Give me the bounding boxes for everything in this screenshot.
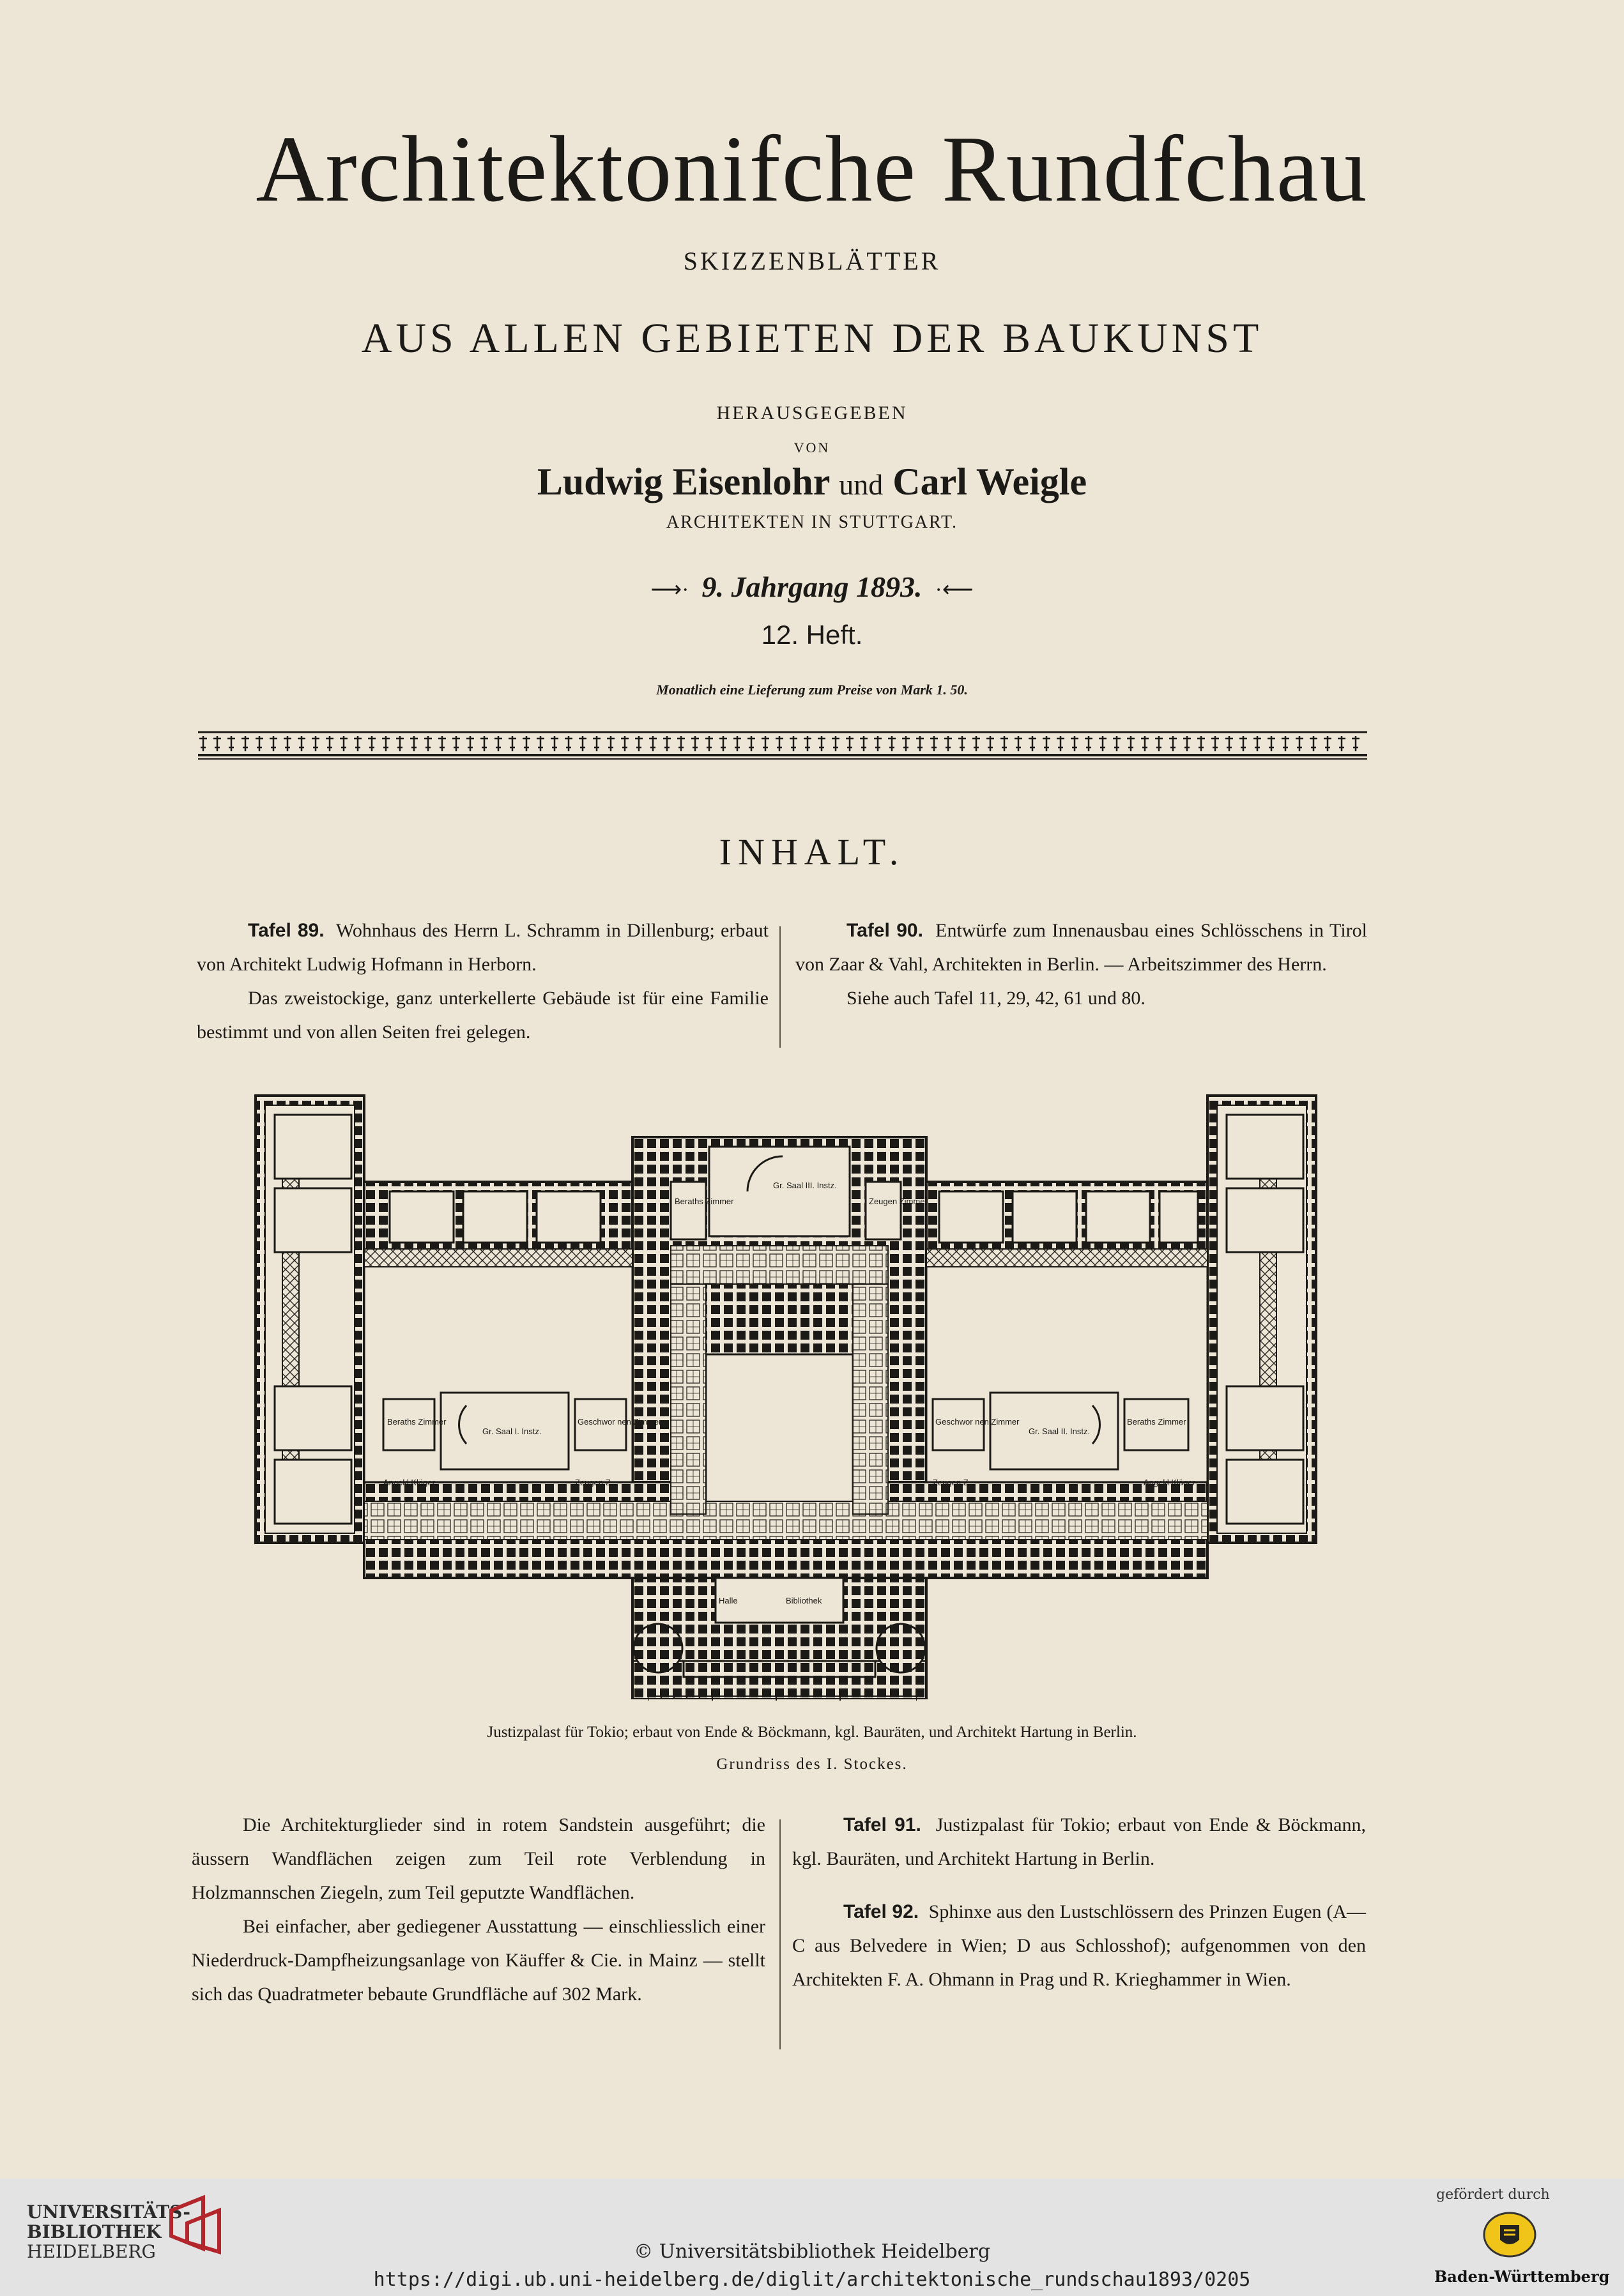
border-motif	[523, 736, 530, 751]
label-bibliothek: Bibliothek	[786, 1596, 822, 1605]
copyright-line: © Universitätsbibliothek Heidelberg	[634, 2240, 990, 2263]
border-motif	[621, 736, 629, 751]
lower-right-column	[792, 1808, 1366, 1996]
border-motif	[733, 736, 741, 751]
tafel-89-paragraph-2: Das zweistockige, ganz unterkellerte Gebäude ist für eine Familie bestimmt und von allen Seiten frei gelegen.	[197, 988, 769, 1043]
border-motif	[1057, 736, 1064, 751]
label-beraths-left: Beraths Zimmer	[387, 1417, 447, 1427]
label-geschwor-right: Geschwor nen Zimmer	[935, 1417, 1020, 1427]
border-motif	[691, 736, 699, 751]
border-motif	[1296, 736, 1303, 751]
border-motif	[579, 736, 586, 751]
border-motif	[340, 736, 348, 751]
lower-left-paragraph-2: Bei einfacher, aber gediegener Ausstattung — einschliesslich einer Niederdruck-Dampfheizungsanlage von Käuffer & Cie. in Mainz — stellt sich das Quadratmeter bebaute Grundfläche auf 302 Mark.	[192, 1916, 765, 2005]
und-word: und	[839, 468, 884, 501]
border-motif	[832, 736, 839, 751]
bw-coat-of-arms-icon	[1481, 2209, 1538, 2260]
heft-line: 12. Heft.	[761, 620, 863, 650]
column-divider-bottom	[779, 1819, 781, 2049]
border-motif	[410, 736, 418, 751]
lower-left-column	[192, 1808, 765, 2011]
label-zeugen-left: Zeugen Z.	[575, 1478, 613, 1487]
label-beraths-top: Beraths Zimmer	[675, 1197, 734, 1206]
subtitle-skizzenblaetter: SKIZZENBLÄTTER	[683, 247, 941, 275]
border-motif	[593, 736, 601, 751]
border-motif	[916, 736, 924, 751]
border-motif	[298, 736, 305, 751]
border-motif	[537, 736, 544, 751]
border-motif	[747, 736, 755, 751]
tafel-90-text: Entwürfe zum Innenausbau eines Schlösschens in Tirol von Zaar & Vahl, Architekten in Berlin. — Arbeitszimmer des Herrn.	[795, 920, 1367, 975]
border-motif	[551, 736, 558, 751]
border-motif	[1071, 736, 1078, 751]
bw-label: Baden-Württemberg	[1434, 2267, 1610, 2286]
column-divider-top	[779, 926, 781, 1048]
border-motif	[790, 736, 797, 751]
border-motif	[312, 736, 319, 751]
jahrgang-line	[0, 570, 1624, 604]
tafel-90-label: Tafel 90.	[846, 920, 923, 941]
border-motif	[776, 736, 783, 751]
border-motif	[860, 736, 868, 751]
border-motif	[705, 736, 713, 751]
border-motif	[1197, 736, 1205, 751]
border-motif	[438, 736, 446, 751]
border-motif	[368, 736, 376, 751]
border-motif	[1127, 736, 1135, 751]
border-motif	[677, 736, 685, 751]
border-motif	[452, 736, 460, 751]
tafel-89-text: Wohnhaus des Herrn L. Schramm in Dillenburg; erbaut von Architekt Ludwig Hofmann in Herborn.	[197, 920, 769, 975]
floor-plan	[236, 1086, 1322, 1699]
scale-bar	[648, 1687, 917, 1706]
border-motif	[762, 736, 769, 751]
border-motif	[1225, 736, 1233, 751]
border-motif	[1085, 736, 1092, 751]
border-motif	[284, 736, 291, 751]
jahrgang-text: 9. Jahrgang 1893.	[701, 570, 923, 603]
border-motif	[1099, 736, 1107, 751]
border-motif	[607, 736, 615, 751]
border-motif	[930, 736, 938, 751]
border-motif	[480, 736, 488, 751]
tafel-91-label: Tafel 91.	[843, 1814, 921, 1835]
border-motif	[1169, 736, 1177, 751]
border-motif	[1000, 736, 1008, 751]
border-motif	[1141, 736, 1149, 751]
border-motif	[1029, 736, 1036, 751]
border-motif	[986, 736, 994, 751]
lower-left-paragraph-1: Die Architekturglieder sind in rotem Sandstein ausgeführt; die äussern Wandflächen zeigen zum Teil rote Verblendung in Holzmannschen Ziegeln, zum Teil geputzte Wandflächen.	[192, 1814, 765, 1903]
label-angekl-left: Angekl Kläger	[383, 1478, 435, 1487]
border-motif	[396, 736, 404, 751]
ornamental-border	[198, 730, 1367, 762]
editor-1: Ludwig Eisenlohr	[537, 461, 830, 503]
price-line: Monatlich eine Lieferung zum Preise von Mark 1. 50.	[656, 682, 968, 698]
border-motif	[1338, 736, 1345, 751]
tafel-90-paragraph-2: Siehe auch Tafel 11, 29, 42, 61 und 80.	[846, 988, 1145, 1009]
border-motif	[663, 736, 671, 751]
border-motif	[1352, 736, 1360, 751]
plan-caption-1: Justizpalast für Tokio; erbaut von Ende & Böckmann, kgl. Bauräten, und Architekt Hartung in Berlin.	[487, 1724, 1137, 1741]
border-motif	[944, 736, 952, 751]
border-motif	[354, 736, 362, 751]
border-motif	[804, 736, 811, 751]
border-motif	[874, 736, 882, 751]
border-motif	[719, 736, 727, 751]
border-motif	[424, 736, 432, 751]
label-angekl-right: Angekl Kläger	[1144, 1478, 1195, 1487]
border-motif	[649, 736, 657, 751]
border-motif	[1183, 736, 1191, 751]
border-motif	[494, 736, 502, 751]
border-motif	[213, 736, 221, 751]
border-motif	[1239, 736, 1247, 751]
label-gr-saal-i: Gr. Saal I. Instz.	[482, 1427, 542, 1436]
border-motif	[818, 736, 825, 751]
plan-caption-2: Grundriss des I. Stockes.	[716, 1756, 908, 1773]
border-motif	[1155, 736, 1163, 751]
border-motif	[635, 736, 643, 751]
border-motif	[509, 736, 516, 751]
border-motif	[326, 736, 333, 751]
border-motif	[1015, 736, 1022, 751]
border-motif	[1043, 736, 1050, 751]
label-zeugen-right: Zeugen Z.	[933, 1478, 971, 1487]
ub-line-1: UNIVERSITÄTS-	[27, 2201, 190, 2223]
border-motif	[846, 736, 854, 751]
border-motif	[1211, 736, 1219, 751]
border-motif	[382, 736, 390, 751]
border-motif	[227, 736, 235, 751]
label-zeugen-top: Zeugen Zimmer	[869, 1197, 928, 1206]
ub-line-2: BIBLIOTHEK	[27, 2221, 162, 2242]
border-motif	[241, 736, 249, 751]
subtitle-gebiete: AUS ALLEN GEBIETEN DER BAUKUNST	[361, 315, 1263, 362]
border-motif	[958, 736, 966, 751]
border-motif	[565, 736, 572, 751]
ornament-left-icon: ⟶·	[650, 578, 694, 602]
tafel-92-label: Tafel 92.	[843, 1901, 919, 1922]
border-motif	[902, 736, 910, 751]
editors	[0, 460, 1624, 504]
tafel-90-column	[795, 914, 1367, 1015]
label-beraths-right: Beraths Zimmer	[1127, 1417, 1186, 1427]
tafel-89-column	[197, 914, 769, 1049]
border-motif	[466, 736, 474, 751]
border-motif	[1113, 736, 1121, 751]
label-halle: Halle	[719, 1596, 738, 1605]
gefoerdert-label: gefördert durch	[1436, 2187, 1550, 2203]
inhalt-heading: INHALT.	[719, 831, 905, 873]
herausgegeben-label: HERAUSGEGEBEN	[716, 402, 908, 424]
border-motif	[256, 736, 263, 751]
von-label: VON	[793, 440, 831, 455]
architekten-line: ARCHITEKTEN IN STUTTGART.	[666, 512, 958, 532]
border-motif	[270, 736, 277, 751]
border-motif	[1268, 736, 1275, 751]
permalink-url[interactable]: https://digi.ub.uni-heidelberg.de/diglit/architektonische_rundschau1893/0205	[373, 2269, 1251, 2291]
journal-title: Architektonifche Rundfchau	[256, 117, 1368, 222]
border-motif	[1310, 736, 1317, 751]
tafel-91-text: Justizpalast für Tokio; erbaut von Ende & Böckmann, kgl. Bauräten, und Architekt Hartung in Berlin.	[792, 1814, 1366, 1869]
ornament-right-icon: ·⟵	[930, 578, 974, 602]
label-gr-saal-iii: Gr. Saal III. Instz.	[773, 1181, 837, 1190]
ub-line-3: HEIDELBERG	[27, 2241, 156, 2262]
border-motif	[1324, 736, 1331, 751]
border-motif	[972, 736, 980, 751]
label-gr-saal-ii: Gr. Saal II. Instz.	[1029, 1427, 1091, 1436]
border-motif	[1253, 736, 1261, 751]
tafel-92-text: Sphinxe aus den Lustschlössern des Prinzen Eugen (A—C aus Belvedere in Wien; D aus Schlosshof); aufgenommen von den Architekten F. A. Ohmann in Prag und R. Krieghammer in Wien.	[792, 1901, 1366, 1990]
border-motif	[1282, 736, 1289, 751]
label-geschwor-left: Geschwor nen Zimmer	[578, 1417, 662, 1427]
editor-2: Carl Weigle	[892, 461, 1087, 503]
tafel-89-label: Tafel 89.	[248, 920, 325, 941]
border-motif	[199, 736, 207, 751]
border-motif	[888, 736, 896, 751]
